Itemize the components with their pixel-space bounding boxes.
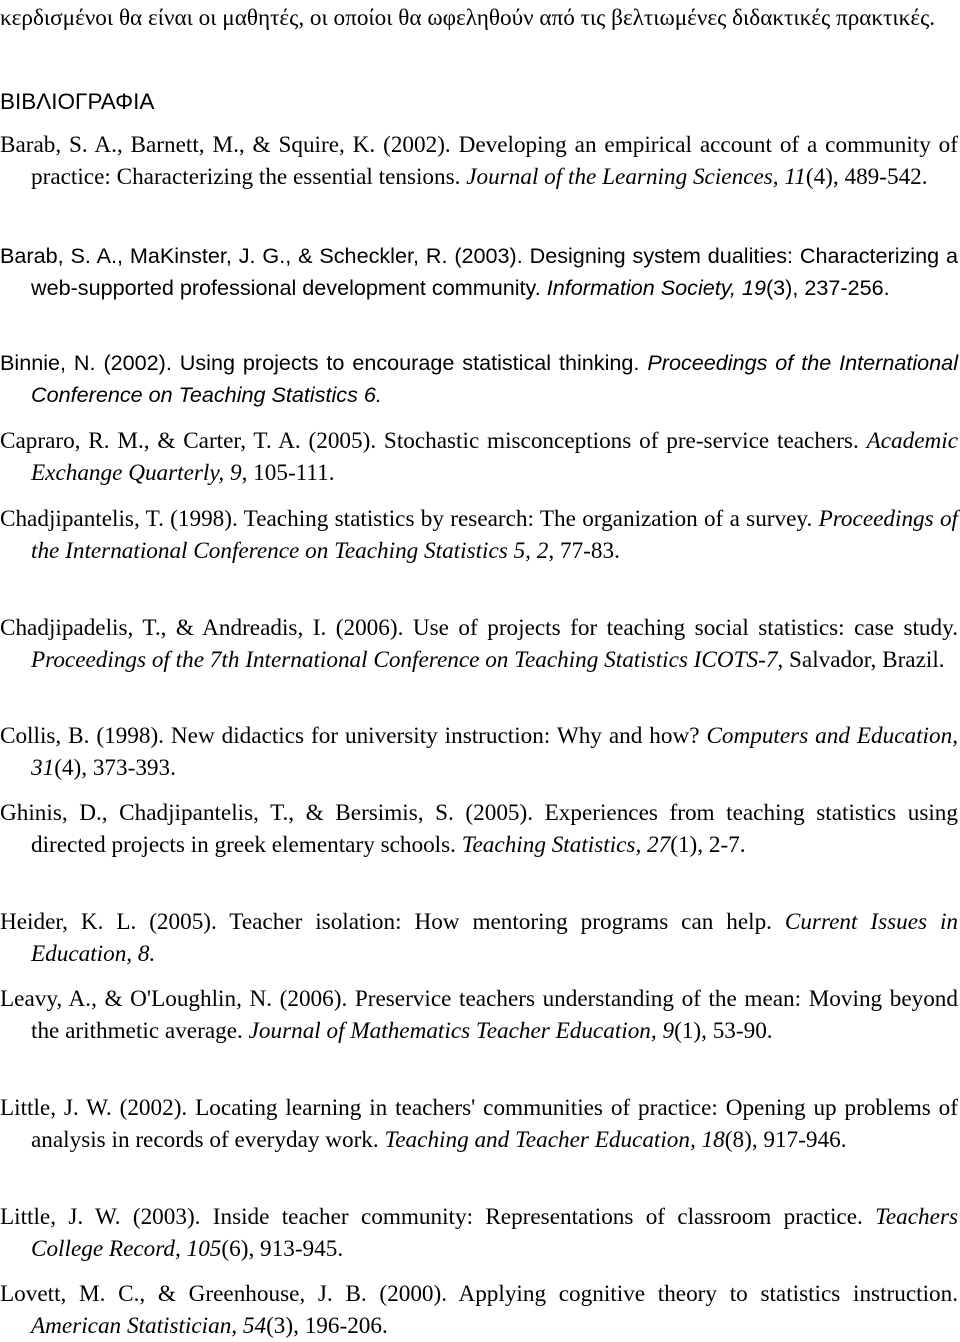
reference-journal: Teachers College Record, 105 bbox=[31, 1204, 958, 1262]
reference-text: Capraro, R. M., & Carter, T. A. (2005). Stochastic misconceptions of pre-service teachers. bbox=[0, 428, 867, 454]
reference-text: Chadjipadelis, T., & Andreadis, I. (2006). Use of projects for teaching social statistics: case study. bbox=[0, 615, 958, 641]
reference-entry bbox=[0, 1201, 958, 1265]
reference-journal: Teaching Statistics, 27 bbox=[461, 832, 671, 858]
reference-entry bbox=[0, 240, 958, 304]
reference-text: Lovett, M. C., & Greenhouse, J. B. (2000). Applying cognitive theory to statistics instruction. bbox=[0, 1281, 958, 1307]
reference-text: Heider, K. L. (2005). Teacher isolation: How mentoring programs can help. bbox=[0, 909, 785, 935]
reference-details: (3), 196-206. bbox=[266, 1313, 388, 1339]
reference-journal: Current Issues in Education, 8. bbox=[31, 909, 958, 967]
reference-entry bbox=[0, 1278, 958, 1342]
bibliography-heading: ΒΙΒΛΙΟΓΡΑΦΙΑ bbox=[0, 89, 155, 114]
reference-details: , 105-111. bbox=[241, 460, 335, 486]
reference-journal: Proceedings of the 7th International Conference on Teaching Statistics ICOTS-7, bbox=[31, 647, 784, 673]
reference-journal: Proceedings of the International Conference on Teaching Statistics 5, 2 bbox=[31, 506, 958, 564]
reference-entry bbox=[0, 503, 958, 567]
reference-entry bbox=[0, 612, 958, 676]
reference-details: (3), 237-256. bbox=[765, 275, 890, 300]
reference-entry bbox=[0, 983, 958, 1047]
reference-entry bbox=[0, 425, 958, 489]
reference-text: Little, J. W. (2002). Locating learning in teachers' communities of practice: Opening up problems of analysis in records of everyday work. bbox=[0, 1095, 958, 1153]
reference-text: Barab, S. A., MaKinster, J. G., & Scheckler, R. (2003). Designing system dualities: Characterizing a web-supported professional development community. bbox=[0, 243, 958, 300]
reference-journal: Information Society, 19 bbox=[546, 275, 766, 300]
reference-entry bbox=[0, 129, 958, 193]
intro-paragraph: κερδισμένοι θα είναι οι μαθητές, οι οποίοι θα ωφεληθούν από τις βελτιωμένες διδακτικές πρακτικές. bbox=[0, 5, 936, 31]
reference-journal: Teaching and Teacher Education, 18 bbox=[384, 1127, 725, 1153]
reference-journal: Proceedings of the International Conference on Teaching Statistics 6. bbox=[31, 350, 958, 407]
reference-entry bbox=[0, 906, 958, 970]
reference-journal: American Statistician, 54 bbox=[31, 1313, 267, 1339]
reference-entry bbox=[0, 347, 958, 411]
reference-text: Chadjipantelis, T. (1998). Teaching statistics by research: The organization of a survey. bbox=[0, 506, 819, 532]
reference-journal: Academic Exchange Quarterly, 9 bbox=[31, 428, 958, 486]
reference-text: Binnie, N. (2002). Using projects to encourage statistical thinking. bbox=[0, 350, 648, 375]
reference-details: , 77-83. bbox=[548, 538, 620, 564]
reference-text: Collis, B. (1998). New didactics for university instruction: Why and how? bbox=[0, 723, 707, 749]
reference-details: (4), 373-393. bbox=[54, 755, 176, 781]
reference-details: Salvador, Brazil. bbox=[783, 647, 945, 673]
reference-text: Leavy, A., & O'Loughlin, N. (2006). Preservice teachers understanding of the mean: Moving beyond the arithmetic average. bbox=[0, 986, 958, 1044]
reference-text: Ghinis, D., Chadjipantelis, T., & Bersimis, S. (2005). Experiences from teaching statistics using directed projects in greek elementary schools. bbox=[0, 800, 958, 858]
reference-details: (8), 917-946. bbox=[724, 1127, 847, 1153]
reference-text: Little, J. W. (2003). Inside teacher community: Representations of classroom practice. bbox=[0, 1204, 876, 1230]
reference-details: (1), 2-7. bbox=[670, 832, 746, 858]
reference-details: (6), 913-945. bbox=[221, 1236, 344, 1262]
reference-journal: Journal of the Learning Sciences, 11 bbox=[466, 164, 806, 190]
reference-journal: Computers and Education, 31 bbox=[31, 723, 958, 781]
reference-details: (1), 53-90. bbox=[674, 1018, 773, 1044]
reference-text: Barab, S. A., Barnett, M., & Squire, K. (2002). Developing an empirical account of a community of practice: Characterizing the essential tensions. bbox=[0, 132, 958, 190]
reference-details: (4), 489-542. bbox=[805, 164, 928, 190]
reference-journal: Journal of Mathematics Teacher Education, 9 bbox=[248, 1018, 675, 1044]
reference-entry bbox=[0, 720, 958, 784]
reference-entry bbox=[0, 797, 958, 861]
reference-entry bbox=[0, 1092, 958, 1156]
